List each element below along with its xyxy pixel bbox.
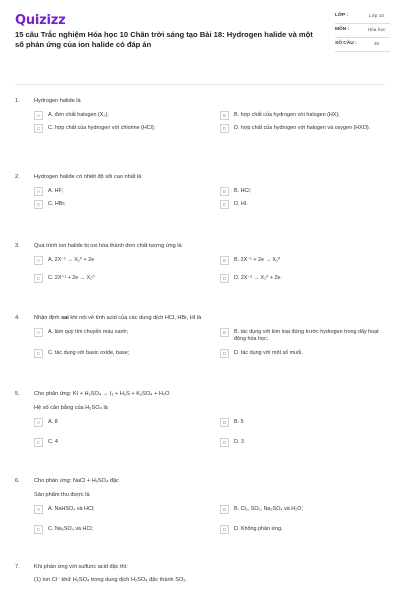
option-d[interactable]: [220, 275, 380, 283]
option-text: B. 5: [234, 419, 244, 425]
question-subtext: (1) Ion Cl⁻ khử H₂SO₄ trong dung dịch H₂SO₄ đặc thành SO₂.: [34, 577, 188, 583]
option-text: C. 4: [48, 439, 58, 445]
option-box: A: [34, 187, 43, 196]
option-c[interactable]: [34, 439, 216, 447]
option-box: A: [34, 256, 43, 265]
option-a[interactable]: [34, 188, 216, 196]
option-d[interactable]: [220, 526, 380, 534]
question-5: [15, 390, 390, 447]
option-d[interactable]: [220, 125, 380, 133]
option-a[interactable]: [34, 329, 216, 343]
quizizz-logo: Quizizz: [15, 13, 66, 28]
meta-panel: [335, 13, 390, 55]
option-box: A: [34, 418, 43, 427]
option-box: B: [220, 111, 229, 120]
option-d[interactable]: [220, 439, 380, 447]
option-text: C. tác dụng với basic oxide, base;: [48, 350, 130, 356]
question-number: 2.: [15, 174, 20, 180]
question-7: [15, 563, 390, 584]
option-b[interactable]: [220, 506, 380, 514]
option-b[interactable]: [220, 329, 380, 343]
option-text: A. NaHSO₄ và HCl;: [48, 506, 95, 512]
option-c[interactable]: [34, 201, 216, 209]
option-text: D. 2X⁻² → X₂⁰ + 2e.: [234, 275, 282, 281]
option-a[interactable]: [34, 419, 216, 427]
option-box: A: [34, 111, 43, 120]
option-text: C. hợp chất của hydrogen với chlorine (HCl);: [48, 125, 156, 131]
option-box: C: [34, 274, 43, 283]
question-number: 4.: [15, 315, 20, 321]
meta-class: [335, 13, 390, 24]
option-c[interactable]: [34, 526, 216, 534]
meta-count-value: 30: [373, 42, 380, 47]
option-a[interactable]: [34, 257, 216, 265]
question-number: 7.: [15, 564, 20, 570]
question-4: [15, 314, 390, 358]
option-text: B. tác dụng với kim loại đứng trước hydrogen trong dãy hoạt động hóa học;: [234, 329, 379, 342]
question-text: Cho phản ứng: KI + H₂SO₄ → I₂ + H₂S + K₂SO₄ + H₂O: [34, 391, 170, 397]
option-text: B. HCl;: [234, 188, 252, 194]
option-a[interactable]: [34, 506, 216, 514]
question-3: [15, 242, 390, 283]
option-a[interactable]: [34, 112, 216, 120]
option-text: C. Na₂SO₄ và HCl;: [48, 526, 94, 532]
option-text: D. 3: [234, 439, 244, 445]
question-1: [15, 97, 390, 133]
option-box: C: [34, 200, 43, 209]
option-box: C: [34, 124, 43, 133]
option-text: D. HI.: [234, 201, 248, 207]
option-text: A. đơn chất halogen (X₂);: [48, 112, 109, 118]
option-c[interactable]: [34, 275, 216, 283]
option-box: D: [220, 200, 229, 209]
emphasis-word: sai: [61, 315, 69, 321]
option-text: A. 8: [48, 419, 58, 425]
option-text: A. HF;: [48, 188, 64, 194]
meta-subject-value: Hóa học: [367, 28, 386, 33]
option-box: D: [220, 124, 229, 133]
meta-class-value: Lớp 10: [368, 14, 385, 19]
question-number: 6.: [15, 478, 20, 484]
meta-count: [335, 41, 390, 52]
option-box: B: [220, 418, 229, 427]
option-text: B. Cl₂, SO₂, Na₂SO₄ và H₂O;: [234, 506, 303, 512]
meta-count-label: SỐ CÂU :: [335, 41, 357, 46]
option-box: B: [220, 187, 229, 196]
option-box: D: [220, 349, 229, 358]
question-text: Hydrogen halide là: [34, 98, 81, 104]
question-number: 5.: [15, 391, 20, 397]
option-b[interactable]: [220, 419, 380, 427]
meta-subject: [335, 27, 390, 38]
question-2: [15, 173, 390, 209]
question-text: Quá trình ion halide bị oxi hóa thành đơn chất tương ứng là: [34, 243, 182, 249]
header-divider: [15, 84, 385, 85]
option-d[interactable]: [220, 350, 380, 358]
option-box: B: [220, 256, 229, 265]
option-b[interactable]: [220, 188, 380, 196]
option-box: C: [34, 438, 43, 447]
option-box: B: [220, 328, 229, 337]
meta-subject-label: MÔN :: [335, 27, 350, 32]
option-text: C. HBr;: [48, 201, 66, 207]
option-c[interactable]: [34, 350, 216, 358]
question-number: 3.: [15, 243, 20, 249]
option-b[interactable]: [220, 257, 380, 265]
question-text: Hydrogen halide có nhiệt độ sôi cao nhất là: [34, 174, 142, 180]
option-text: A. làm quỳ tím chuyển màu xanh;: [48, 329, 128, 335]
option-text: C. 2X⁺¹ + 2e → X₂⁰: [48, 275, 95, 281]
option-box: D: [220, 525, 229, 534]
option-text: B. hợp chất của hydrogen với halogen (HX);: [234, 112, 340, 118]
meta-class-label: LỚP :: [335, 13, 349, 18]
option-box: B: [220, 505, 229, 514]
question-text: Nhận định sai khi nói về tính acid của các dung dịch HCl, HBr, HI là: [34, 315, 202, 321]
option-text: B. 2X⁻¹ + 2e → X₂⁰: [234, 257, 281, 263]
option-b[interactable]: [220, 112, 380, 120]
option-text: A. 2X⁻¹ → X₂⁰ + 2e: [48, 257, 95, 263]
option-text: D. tác dụng với một số muối.: [234, 350, 303, 356]
question-text: Khi phản ứng với sulfuric acid đặc thì:: [34, 564, 128, 570]
option-box: D: [220, 438, 229, 447]
option-box: A: [34, 505, 43, 514]
option-text: D. Không phản ứng.: [234, 526, 283, 532]
question-number: 1.: [15, 98, 20, 104]
question-subtext: Sản phẩm thu được là: [34, 492, 90, 498]
option-c[interactable]: [34, 125, 216, 133]
option-box: D: [220, 274, 229, 283]
question-subtext: Hệ số cân bằng của H₂SO₄ là: [34, 405, 108, 411]
option-box: C: [34, 349, 43, 358]
option-box: C: [34, 525, 43, 534]
question-text: Cho phản ứng: NaCl + H₂SO₄ đặc: [34, 478, 119, 484]
option-text: D. hợp chất của hydrogen với halogen và oxygen (HXO).: [234, 125, 371, 131]
page-title: 15 câu Trắc nghiệm Hóa học 10 Chân trời sáng tạo Bài 18: Hydrogen halide và một số phản ứng của ion halide có đáp án: [15, 30, 313, 49]
option-d[interactable]: [220, 201, 380, 209]
option-box: A: [34, 328, 43, 337]
question-6: [15, 477, 390, 534]
